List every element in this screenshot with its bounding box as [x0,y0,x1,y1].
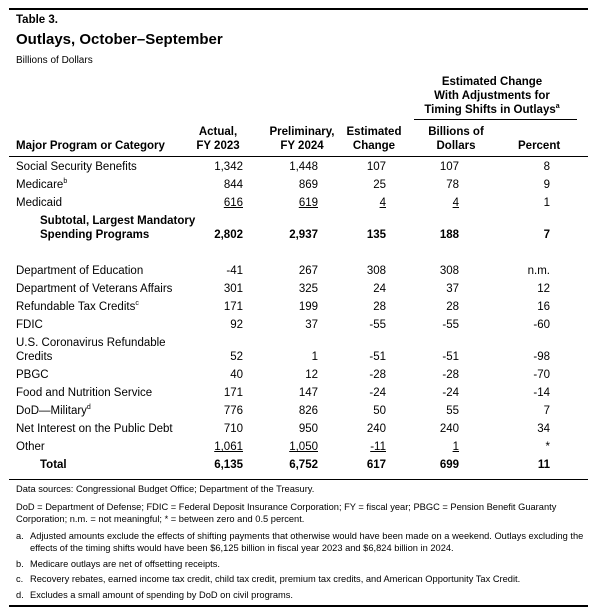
cell-prelim: 147 [298,387,318,399]
cell-pct: 16 [537,301,550,313]
footnote-a-line1: Adjusted amounts exclude the effects of shifting payments that otherwise would have been made on a weekend. Outlays excluding the [30,531,584,541]
cell-actual: 301 [223,283,243,295]
cell-change: 25 [373,179,386,191]
cell-pct: 7 [543,229,550,241]
cell-change: 24 [373,283,386,295]
cell-change: -24 [369,387,386,399]
table-title: Outlays, October–September [16,31,223,48]
footnote-d: Excludes a small amount of spending by DoD on civil programs. [30,590,294,600]
row-label-text: Department of Education [16,265,144,277]
preliminary-column-header [262,125,342,153]
adj-group-line3-text: Timing Shifts in Outlays [424,104,556,116]
row-label [16,386,152,400]
actual-header-line1: Actual, [198,126,238,138]
cell-pct: -60 [533,319,550,331]
cell-actual: 52 [230,351,243,363]
adj-dollars-column-header [424,125,488,153]
cell-adj: -28 [442,369,459,381]
cell-actual: 1,061 [214,441,243,453]
row-label-text: PBGC [16,369,49,381]
abbreviations-note-line2: Corporation; n.m. = not meaningful; * = between zero and 0.5 percent. [16,514,305,524]
cell-adj: -55 [442,319,459,331]
row-label-text: Department of Veterans Affairs [16,283,173,295]
row-label-text: DoD—Military [16,405,87,417]
footnote-a-marker: a [555,103,560,111]
actual-column-header [188,125,248,153]
adj-dollars-header-line2: Dollars [436,140,476,152]
cell-prelim: 6,752 [289,459,318,471]
row-label-text: Subtotal, Largest Mandatory [40,215,196,227]
footnote-d-letter: d. [16,590,24,600]
cell-pct: -98 [533,351,550,363]
footnote-b-letter: b. [16,559,24,569]
cell-prelim: 1 [311,351,318,363]
row-label [16,300,139,314]
cell-pct: -14 [533,387,550,399]
footnote-a-line2: effects of the timing shifts would have been $6,125 billion in fiscal year 2023 and $6,824 billion in 2024. [30,543,454,553]
adj-group-line3 [412,103,572,117]
prelim-header-line1: Preliminary, [269,126,335,138]
cell-pct: 7 [543,405,550,417]
footnote-c: Recovery rebates, earned income tax credit, child tax credit, premium tax credits, and American Opportunity Tax Credit. [30,574,521,584]
row-label-line2: Credits [16,351,53,363]
cell-pct: n.m. [527,265,550,277]
abbreviations-note-line1: DoD = Department of Defense; FDIC = Federal Deposit Insurance Corporation; FY = fiscal year; PBGC = Pension Benefit Guaranty [16,502,557,512]
adj-group-line2: With Adjustments for [434,90,550,102]
row-label [16,282,172,296]
cell-adj: 78 [446,179,459,191]
footnote-marker: c [135,300,139,308]
cell-change: 4 [379,197,386,209]
cell-change: 50 [373,405,386,417]
adjusted-group-header [412,75,572,117]
cell-prelim: 2,937 [289,229,318,241]
row-label-text: Social Security Benefits [16,161,137,173]
cell-adj: 188 [439,229,459,241]
footnote-c-letter: c. [16,574,24,584]
row-label-line2: Spending Programs [40,229,150,241]
row-label [16,336,166,350]
footnote-b: Medicare outlays are net of offsetting receipts. [30,559,221,569]
cell-prelim: 950 [298,423,318,435]
cell-adj: -51 [442,351,459,363]
adj-group-line1: Estimated Change [441,76,543,88]
cell-adj: 28 [446,301,459,313]
cell-adj: 1 [452,441,459,453]
cell-change: 240 [366,423,386,435]
cell-change: -51 [369,351,386,363]
cell-change: -55 [369,319,386,331]
row-label [16,160,137,174]
cell-adj: 308 [439,265,459,277]
cell-pct: -70 [533,369,550,381]
table-label: Table 3. [16,14,58,26]
row-label [16,440,45,454]
footnote-marker: b [63,178,68,186]
data-sources-note: Data sources: Congressional Budget Office; Department of the Treasury. [16,484,315,494]
row-label [16,264,143,278]
cell-pct: * [545,441,550,453]
cell-actual: 6,135 [214,459,243,471]
change-header-line2: Change [352,140,396,152]
cell-prelim: 1,448 [289,161,318,173]
cell-change: -11 [370,441,386,453]
cell-change: 135 [366,229,386,241]
row-label [16,318,43,332]
actual-header-line2: FY 2023 [196,140,240,152]
footnote-a-letter: a. [16,531,24,541]
cell-adj: 4 [452,197,459,209]
bottom-border [9,605,588,607]
cell-prelim: 199 [298,301,318,313]
cell-pct: 34 [537,423,550,435]
row-label-text: Medicare [16,179,64,191]
cell-adj: 240 [439,423,459,435]
cell-actual: 1,342 [214,161,243,173]
cell-change: 308 [366,265,386,277]
header-bottom-rule [9,156,588,157]
cell-adj: 107 [439,161,459,173]
row-label [16,178,67,192]
row-label [16,196,62,210]
cell-pct: 12 [537,283,550,295]
cell-actual: 40 [230,369,243,381]
cell-adj: 55 [446,405,459,417]
cell-actual: 2,802 [214,229,243,241]
cell-pct: 9 [543,179,550,191]
cell-prelim: 826 [298,405,318,417]
cell-change: 28 [373,301,386,313]
cell-change: 107 [366,161,386,173]
row-label-text: U.S. Coronavirus Refundable [16,337,166,349]
cell-prelim: 869 [298,179,318,191]
cell-pct: 11 [537,459,550,471]
adj-dollars-header-line1: Billions of [428,126,484,138]
footnote-marker: d [86,404,91,412]
cell-change: -28 [369,369,386,381]
prelim-header-line2: FY 2024 [280,140,324,152]
row-label [40,214,195,228]
cell-prelim: 619 [298,197,318,209]
row-label-text: Other [16,441,45,453]
row-label [16,368,49,382]
cell-change: 617 [366,459,386,471]
cell-actual: 616 [223,197,243,209]
row-label-text: FDIC [16,319,43,331]
change-header-line1: Estimated [346,126,402,138]
cell-actual: 171 [223,301,243,313]
top-border [9,8,588,10]
cell-pct: 8 [543,161,550,173]
cell-adj: 699 [439,459,459,471]
change-column-header [344,125,404,153]
row-label [16,422,173,436]
cell-actual: -41 [226,265,243,277]
group-header-rule [414,119,577,120]
cell-adj: -24 [442,387,459,399]
row-label-text: Food and Nutrition Service [16,387,153,399]
units-label: Billions of Dollars [16,55,93,66]
row-label-text: Medicaid [16,197,63,209]
cell-actual: 92 [230,319,243,331]
row-label-text: Total [40,459,67,471]
cell-prelim: 1,050 [289,441,318,453]
cell-actual: 844 [223,179,243,191]
row-label-text: Net Interest on the Public Debt [16,423,173,435]
row-label [40,458,67,472]
row-label [16,404,91,418]
cell-adj: 37 [446,283,459,295]
cell-prelim: 267 [298,265,318,277]
cell-actual: 710 [223,423,243,435]
cell-pct: 1 [543,197,550,209]
row-label-text: Refundable Tax Credits [16,301,136,313]
cell-prelim: 12 [305,369,318,381]
cell-actual: 171 [223,387,243,399]
cell-prelim: 325 [298,283,318,295]
percent-column-header: Percent [518,140,561,152]
cell-prelim: 37 [305,319,318,331]
cell-actual: 776 [223,405,243,417]
table-bottom-rule [9,479,588,480]
program-column-header: Major Program or Category [16,140,165,152]
